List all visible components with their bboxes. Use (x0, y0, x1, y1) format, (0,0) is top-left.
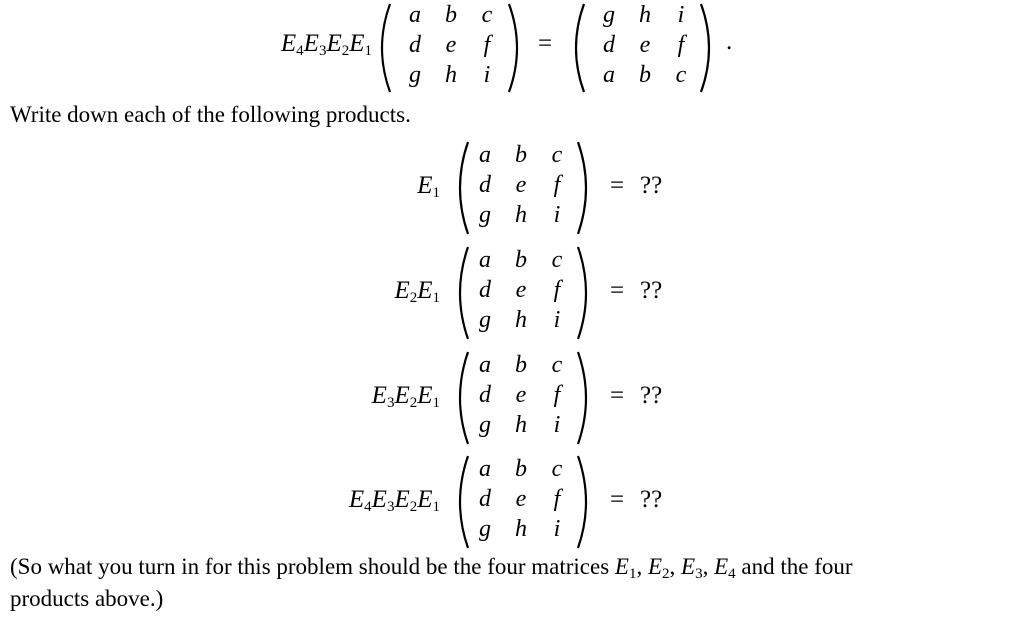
matrix-letter: E (647, 554, 663, 579)
matrix-entry: i (553, 516, 561, 542)
matrix-symbol (647, 554, 670, 582)
matrix-symbol (681, 554, 703, 582)
matrix-entry: c (551, 142, 563, 168)
matrix-entry: e (515, 172, 527, 198)
matrix-entry: a (479, 456, 491, 482)
equals-sign: = (610, 277, 625, 304)
matrix-symbol (349, 486, 372, 513)
product-lhs (240, 486, 440, 516)
matrix-entry: f (677, 32, 685, 58)
matrix-letter: E (303, 30, 319, 57)
product-lhs (240, 172, 440, 202)
matrix-symbol (394, 277, 417, 304)
matrix-subscript: 2 (409, 395, 418, 411)
right-paren (697, 2, 719, 94)
matrix-entry: a (479, 352, 491, 378)
matrix-entry: i (553, 202, 561, 228)
matrix-letter: E (417, 172, 433, 199)
matrix-entry: g (479, 412, 491, 438)
matrix-entry: g (603, 2, 615, 28)
matrix-entry: f (553, 277, 561, 303)
list-separator: , (636, 554, 648, 579)
matrix-letter: E (326, 30, 342, 57)
matrix-entry: i (553, 307, 561, 333)
equals-sign: = (610, 382, 625, 409)
matrix-entry: b (515, 142, 527, 168)
matrix-letter: E (371, 486, 387, 513)
matrix-letter: E (371, 382, 387, 409)
product-result: ?? (640, 486, 663, 513)
matrix-entry: d (479, 486, 491, 512)
matrix-entry: i (677, 2, 685, 28)
product-result: ?? (640, 382, 663, 409)
matrix-entry: i (553, 412, 561, 438)
matrix-entry: h (515, 412, 527, 438)
matrix-entry: a (409, 2, 421, 28)
matrix-entry: e (515, 382, 527, 408)
product-row (0, 452, 1024, 552)
matrix-entry: h (445, 62, 457, 88)
matrix-subscript: 4 (728, 566, 736, 582)
instruction-text: Write down each of the following products. (10, 102, 411, 127)
matrix-entry: b (515, 247, 527, 273)
product-row (0, 348, 1024, 448)
equals-sign: = (538, 30, 553, 57)
closing-note-suffix: and the four (735, 554, 853, 579)
period: . (726, 28, 733, 55)
matrix-letter: E (394, 277, 410, 304)
matrix-entry: f (553, 382, 561, 408)
matrix-symbol (304, 30, 327, 57)
matrix-entry: a (603, 62, 615, 88)
matrix-subscript: 1 (432, 395, 440, 411)
matrix-entry: h (639, 2, 651, 28)
matrix-entry: c (551, 352, 563, 378)
matrix-subscript: 2 (409, 290, 418, 306)
matrix-letter: E (417, 382, 433, 409)
matrix-entry: b (445, 2, 457, 28)
matrix-entry: e (639, 32, 651, 58)
left-paren (566, 2, 588, 94)
right-paren (505, 2, 527, 94)
matrix-subscript: 1 (432, 290, 440, 306)
matrix-letter: E (348, 486, 365, 513)
matrix-entry: e (515, 277, 527, 303)
product-lhs (240, 277, 440, 307)
matrix-subscript: 2 (662, 566, 670, 582)
matrix-entry: b (639, 62, 651, 88)
matrix-letter: E (417, 486, 433, 513)
matrix-letter: E (681, 554, 696, 579)
top-equation (0, 0, 1024, 100)
matrix-symbol (394, 382, 417, 409)
matrix-symbol (372, 382, 395, 409)
matrix-symbol (614, 554, 637, 582)
matrix-symbol (394, 486, 417, 513)
matrix-entry: b (515, 352, 527, 378)
matrix-entry: d (479, 382, 491, 408)
matrix-entry: c (675, 62, 687, 88)
matrix-subscript: 3 (386, 395, 395, 411)
matrix-symbol (714, 554, 736, 582)
matrix-entry: c (551, 456, 563, 482)
matrix-entry: a (479, 247, 491, 273)
matrix-entry: g (409, 62, 421, 88)
matrix-entry: e (445, 32, 457, 58)
right-paren (574, 454, 596, 550)
matrix-entry: f (553, 486, 561, 512)
matrix-letter: E (349, 30, 365, 57)
matrix-subscript: 1 (432, 499, 440, 515)
matrix-symbol (417, 382, 440, 409)
matrix-letter: E (394, 382, 410, 409)
matrix-subscript: 4 (364, 499, 372, 515)
matrix-subscript: 2 (409, 499, 418, 515)
matrix-entry: f (553, 172, 561, 198)
matrix-entry: d (409, 32, 421, 58)
matrix-entry: g (479, 516, 491, 542)
product-lhs (240, 382, 440, 412)
top-lhs (172, 30, 372, 60)
matrix-entry: e (515, 486, 527, 512)
matrix-entry: d (479, 277, 491, 303)
closing-note-line2: products above.) (10, 586, 164, 611)
left-paren (372, 2, 394, 94)
equals-sign: = (610, 172, 625, 199)
matrix-entry: h (515, 516, 527, 542)
closing-note (10, 554, 1015, 583)
matrix-subscript: 3 (386, 499, 395, 515)
matrix-symbol (349, 30, 372, 57)
right-paren (574, 245, 596, 341)
matrix-subscript: 1 (628, 566, 637, 582)
matrix-subscript: 4 (296, 43, 304, 59)
matrix-symbol (326, 30, 349, 57)
closing-note-prefix: (So what you turn in for this problem should be the four matrices (10, 554, 615, 579)
matrix-subscript: 2 (341, 43, 350, 59)
product-row (0, 243, 1024, 343)
matrix-entry: g (479, 202, 491, 228)
matrix-letter: E (614, 554, 629, 579)
matrix-entry: h (515, 307, 527, 333)
matrix-entry: d (603, 32, 615, 58)
closing-matrices-list (614, 554, 736, 582)
matrix-symbol (372, 486, 395, 513)
matrix-symbol (417, 486, 440, 513)
equals-sign: = (610, 486, 625, 513)
matrix-entry: h (515, 202, 527, 228)
matrix-entry: b (515, 456, 527, 482)
matrix-symbol (417, 277, 440, 304)
product-row (0, 138, 1024, 238)
matrix-symbol (281, 30, 304, 57)
matrix-entry: f (483, 32, 491, 58)
matrix-entry: c (481, 2, 493, 28)
list-separator: , (702, 554, 715, 579)
right-paren (574, 140, 596, 236)
matrix-entry: g (479, 307, 491, 333)
product-result: ?? (640, 172, 663, 199)
matrix-symbol (417, 172, 440, 199)
matrix-entry: c (551, 247, 563, 273)
matrix-subscript: 1 (432, 185, 440, 201)
product-result: ?? (640, 277, 663, 304)
matrix-subscript: 1 (364, 43, 372, 59)
matrix-letter: E (280, 30, 297, 57)
matrix-letter: E (417, 277, 433, 304)
matrix-subscript: 3 (695, 566, 703, 582)
matrix-entry: a (479, 142, 491, 168)
matrix-entry: d (479, 172, 491, 198)
list-separator: , (669, 554, 682, 579)
matrix-entry: i (483, 62, 491, 88)
matrix-subscript: 3 (318, 43, 327, 59)
right-paren (574, 350, 596, 446)
matrix-letter: E (394, 486, 410, 513)
matrix-letter: E (714, 554, 729, 579)
